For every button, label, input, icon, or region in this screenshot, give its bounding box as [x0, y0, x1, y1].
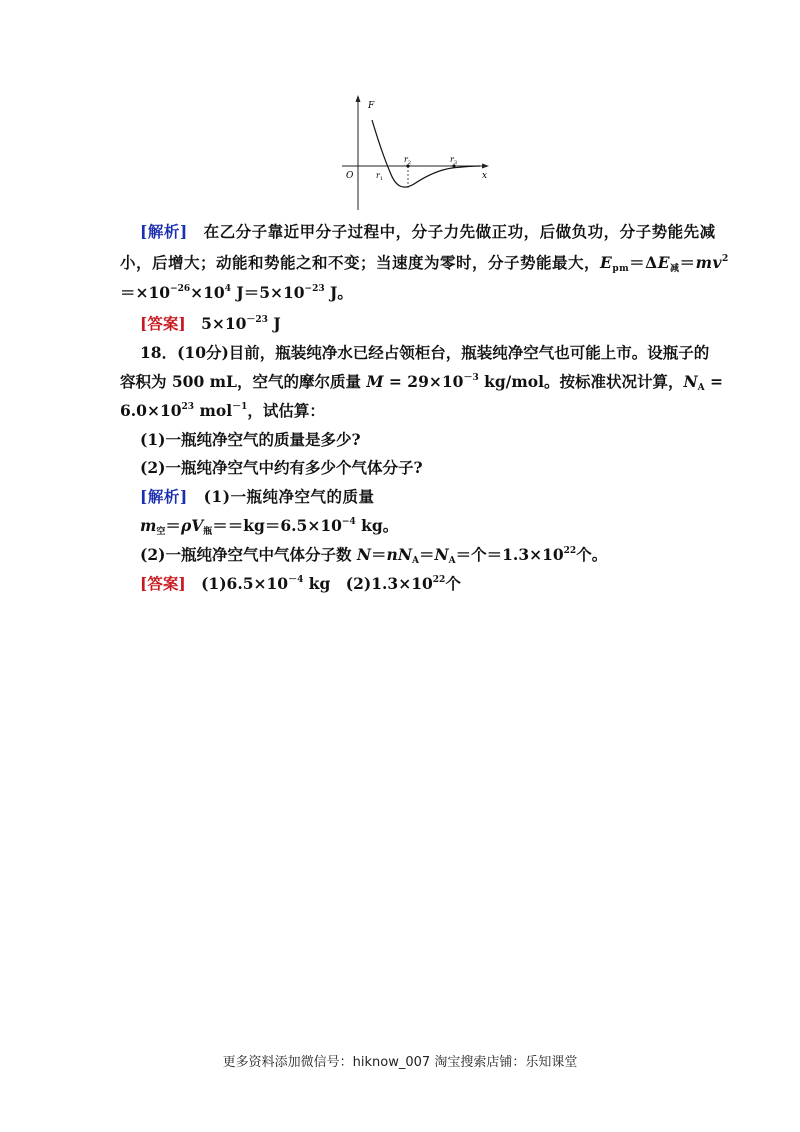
origin-label: O: [346, 171, 354, 181]
x-axis-arrow-icon: [482, 164, 489, 169]
x-axis-label: x: [482, 171, 488, 181]
r3-label: $r_3$: [450, 155, 458, 166]
force-distance-graph: [334, 92, 494, 212]
r1-label: $r_1$: [376, 171, 384, 182]
question-2: (2)一瓶纯净空气中约有多少个气体分子?: [140, 458, 423, 477]
analysis-1-line-3: $=\times 10^{-26}\times 10^4$ $J=5\times 10^{-23}$ J。: [120, 283, 353, 302]
r2-label: $r_2$: [404, 155, 412, 166]
footer-note: 更多资料添加微信号：hiknow_007 淘宝搜索店铺：乐知课堂: [222, 1055, 578, 1070]
answer-1: [答案] $5\times 10^{-23}$ J: [140, 314, 281, 333]
answer-2: [答案] $(1)6.5\times 10^{-4}$ kg $(2)1.3\times 10^{22}$个: [140, 574, 461, 593]
problem-18-line-1: 18．(10分)目前，瓶装纯净水已经占领柜台，瓶装纯净空气也可能上市。设瓶子的: [140, 343, 710, 362]
answer-tag: [答案]: [140, 314, 186, 333]
question-1: (1)一瓶纯净空气的质量是多少?: [140, 430, 361, 449]
y-axis-arrow-icon: [356, 95, 361, 102]
analysis-2-line-1: [解析] (1)一瓶纯净空气的质量: [140, 487, 375, 506]
analysis-tag: [解析]: [140, 487, 188, 506]
problem-18-line-3: $6.0\times 10^{23}$ mol$^{-1}$，试估算：: [120, 401, 325, 420]
analysis-2-line-2: $m_空=\rho V_瓶==kg=6.5\times 10^{-4}$ kg。: [140, 516, 399, 537]
analysis-2-line-3: (2)一瓶纯净空气中气体分子数 $N=nN_A=N_A=$个$=1.3\times 10^{22}$个。: [140, 545, 608, 566]
problem-18-line-2: 容积为 500 mL，空气的摩尔质量 $M = 29\times 10^{-3}$ kg/mol。按标准状况计算，$N_A$ =: [120, 372, 724, 393]
analysis-1-line-2: 小，后增大；动能和势能之和不变；当速度为零时，分子势能最大，$E_{pm}=\Delta E_减=mv^2$: [120, 253, 729, 274]
y-axis-label: F: [368, 101, 375, 111]
analysis-tag: [解析]: [140, 222, 188, 241]
force-curve: [372, 120, 480, 187]
analysis-1-line-1: [解析] 在乙分子靠近甲分子过程中，分子力先做正功，后做负功，分子势能先减: [140, 222, 716, 241]
answer-tag: [答案]: [140, 574, 186, 593]
